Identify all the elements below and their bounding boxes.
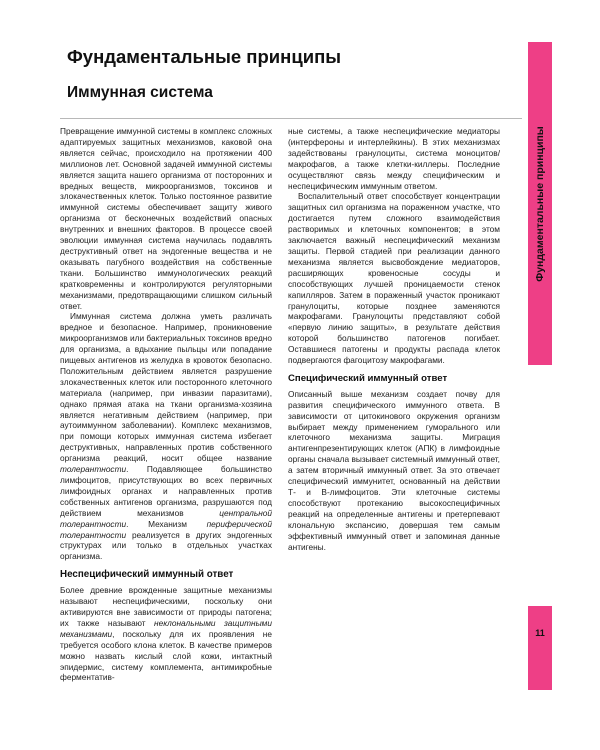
nonclonal-term: неклональными защитными механизмами [60,617,272,639]
peripheral-tolerance-term: периферической толерантности [60,518,272,540]
section-title: Иммунная система [67,84,213,101]
nonspecific-paragraph [60,585,272,683]
tolerance-text-b: . Подавляющее большинство лимфоцитов, присутствующих во всех первичных лимфоидных органах и направленных против собственных антигенов организма, разрушаются под действием механизмов [60,464,272,518]
chapter-title: Фундаментальные принципы [67,46,342,67]
chapter-side-tab [528,42,552,365]
section-divider [60,118,522,119]
central-tolerance-term: центральной толерантности [60,507,272,529]
continuation-paragraph: ные системы, а также неспецифические медиаторы (интерфероны и интерлейкины). В этих механизмах задействованы гранулоциты, система моноцитов/макрофагов, а также клетки-киллеры. Последние осуществляют связь между специфическим и неспецифическим иммунным ответом. [288,126,500,191]
tolerance-text-d: реализуется в других эндогенных структурах или только в отдельных участках организма. [60,529,272,562]
tolerance-term: толерантности [60,464,127,475]
side-tab-label: Фундаментальные принципы [534,125,546,282]
left-column [60,126,272,683]
tolerance-paragraph [60,311,272,562]
intro-paragraph: Превращение иммунной системы в комплекс сложных адаптируемых защитных механизмов, каковой она является сейчас, происходило на протяжении 400 миллионов лет. Основной задачей иммунной системы является защита нашего организма от посторонних и вредных веществ, микроорганизмов, токсинов и злокачественных клеток. Только постоянное развитие иммунной системы обеспечивает защиту живого организма от бесконечных воздействий опасных внутренних и внешних факторов. В процессе своей эволюции иммунная система научилась подавлять деструктивный ответ на эндогенные вещества и не оказывать пагубного воздействия на собственные ткани. Большинство иммунологических реакций кратковременны и контролируются регуляторными механизмами, предотвращающими слишком сильный ответ. [60,126,272,311]
specific-paragraph: Описанный выше механизм создает почву для развития специфического иммунного ответа. В зависимости от цитокинового окружения организм выбирает между применением гуморального или клеточного механизма защиты. Миграция антигенпрезентирующих клеток (АПК) в лимфоидные органы сначала вызывает системный иммунный ответ, а затем вторичный иммунный ответ. За это отвечает специфический иммунитет, основанный на действии Т- и В-лимфоцитов. Эти клеточные системы способствуют протеканию высокоспецифичных реакций на определенные антигены и претерпевают клональную экспансию, довершая тем самым эффективный иммунный ответ и запоминая данные антигены. [288,388,500,552]
inflammation-paragraph: Воспалительный ответ способствует концентрации защитных сил организма на пораженном участке, что достигается путем сложного взаимодействия растворимых и клеточных компонентов; в этом заключается важный неспецифический механизм защиты. Первой стадией при реализации данного механизма является высвобождение медиаторов, расширяющих кровеносные сосуды и способствующих лучшей проницаемости стенок капилляров. Затем в пораженный участок проникают гранулоциты, которые позднее заменяются макрофагами. Гранулоциты представляют собой «первую линию защиты», в результате действия которой большинство патогенов погибает. Оставшиеся патогены и продукты распада клеток подвергаются фагоцитозу макрофагами. [288,191,500,366]
page-number-tab [528,606,552,690]
tolerance-text-c: . Механизм [126,518,207,529]
nonspecific-text-b: , поскольку для их проявления не требуется особого клона клеток. В качестве примеров можно назвать кислый слой кожи, интактный эпидермис, систему комплемента, антимикробные ферментатив- [60,628,272,683]
right-column [288,126,500,552]
tolerance-text-a: Иммунная система должна уметь различать вредное и безопасное. Например, проникновение микроорганизмов или бактериальных токсинов вредно для организма, а вдыхание пыльцы или попадание пищевых антигенов из желудка в кровоток безопасно. Положительным действием является разрушение злокачественных клеток или посторонного клеточного материала (например, при инвазии паразитами), однако прямая атака на ткани организма-хозяина является негативным действием (например, при аутоиммунном заболевании). Комплекс механизмов, при помощи которых иммунная система избегает деструктивных, направленных против собственного организма реакций, носит общее название [60,311,272,464]
specific-response-heading: Специфический иммунный ответ [288,372,448,384]
page-number: 11 [535,628,545,638]
nonspecific-text-a: Более древние врожденные защитные механизмы называют неспецифическими, поскольку они активируются вне зависимости от природы патогена; их также называют [60,585,272,628]
nonspecific-response-heading: Неспецифический иммунный ответ [60,569,234,581]
